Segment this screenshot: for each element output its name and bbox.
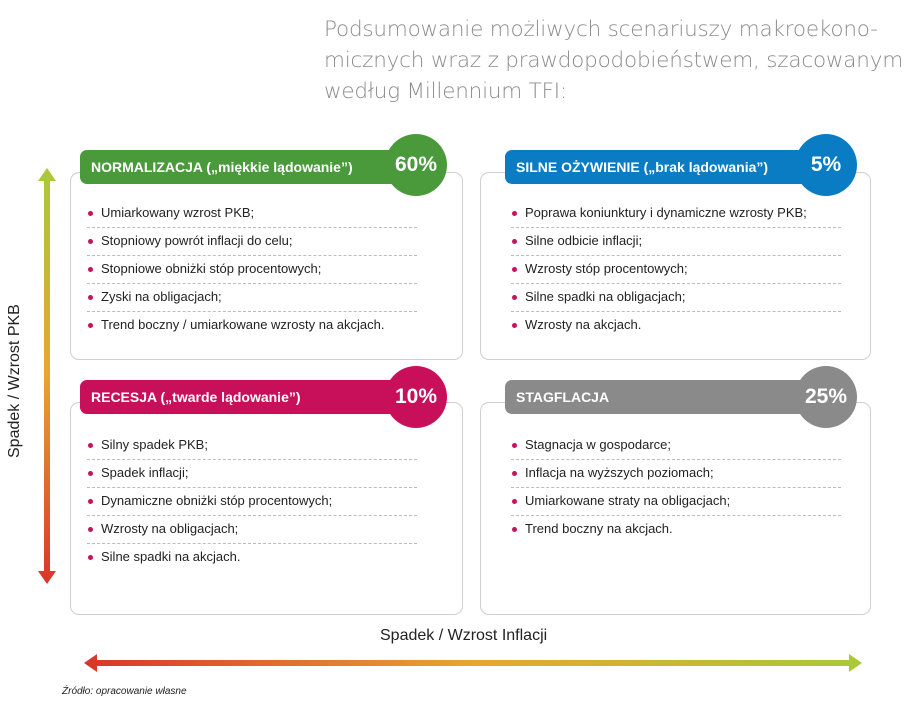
list-item [87, 200, 417, 228]
list-item [87, 284, 417, 312]
bullet-dot [512, 267, 517, 272]
bullet-dot [88, 323, 93, 328]
list-item [511, 200, 841, 228]
bullet-dot [512, 323, 517, 328]
bullet-dot [512, 527, 517, 532]
list-item-text: Silny spadek PKB; [101, 437, 208, 452]
quadrant-stagflacja-title: STAGFLACJA [516, 389, 610, 405]
bullet-dot [88, 499, 93, 504]
quadrant-stagflacja-header [505, 380, 825, 414]
bullet-dot [512, 211, 517, 216]
list-item [511, 488, 841, 516]
bullet-dot [88, 211, 93, 216]
quadrant-normalizacja-probability-value: 60% [394, 153, 438, 176]
quadrant-normalizacja-list [87, 200, 417, 340]
quadrant-silne-ozywienie-probability [795, 134, 857, 196]
quadrant-silne-ozywienie-list [511, 200, 841, 340]
list-item [87, 516, 417, 544]
list-item-text: Silne odbicie inflacji; [525, 233, 643, 248]
x-axis-arrow [84, 654, 862, 672]
list-item-text: Wzrosty na akcjach. [525, 317, 642, 332]
quadrant-silne-ozywienie-title: SILNE OŻYWIENIE („brak lądowania”) [516, 159, 769, 175]
bullet-dot [512, 499, 517, 504]
title-line-2: micznych wraz z prawdopodobieństwem, szacowanym [324, 48, 903, 73]
quadrant-recesja-probability [385, 366, 447, 428]
list-item [511, 284, 841, 312]
list-item-text: Dynamiczne obniżki stóp procentowych; [101, 493, 333, 508]
quadrant-normalizacja-header [80, 150, 420, 184]
list-item-text: Stagnacja w gospodarce; [525, 437, 671, 452]
quadrant-stagflacja-probability-value: 25% [804, 385, 848, 408]
y-axis-arrow [37, 168, 57, 584]
quadrant-recesja-title: RECESJA („twarde lądowanie”) [91, 389, 301, 405]
bullet-dot [88, 555, 93, 560]
list-item-text: Wzrosty stóp procentowych; [525, 261, 688, 276]
list-item [511, 460, 841, 488]
bullet-dot [512, 443, 517, 448]
bullet-dot [88, 239, 93, 244]
list-item-text: Poprawa koniunktury i dynamiczne wzrosty PKB; [525, 205, 807, 220]
quadrant-silne-ozywienie-probability-value: 5% [810, 153, 842, 176]
title-line-1: Podsumowanie możliwych scenariuszy makroekono- [324, 17, 878, 42]
list-item-text: Silne spadki na obligacjach; [525, 289, 686, 304]
list-item-text: Stopniowe obniżki stóp procentowych; [101, 261, 322, 276]
list-item-text: Stopniowy powrót inflacji do celu; [101, 233, 293, 248]
bullet-dot [512, 471, 517, 476]
list-item-text: Umiarkowany wzrost PKB; [101, 205, 255, 220]
list-item [87, 256, 417, 284]
list-item-text: Trend boczny / umiarkowane wzrosty na akcjach. [101, 317, 385, 332]
quadrant-recesja-list [87, 432, 417, 572]
list-item [511, 312, 841, 340]
bullet-dot [88, 295, 93, 300]
quadrant-normalizacja-probability [385, 134, 447, 196]
list-item-text: Spadek inflacji; [101, 465, 189, 480]
list-item-text: Inflacja na wyższych poziomach; [525, 465, 714, 480]
quadrant-stagflacja-list [511, 432, 841, 544]
list-item [511, 256, 841, 284]
quadrant-normalizacja-title: NORMALIZACJA („miękkie lądowanie”) [91, 159, 353, 175]
list-item [87, 432, 417, 460]
list-item [87, 544, 417, 572]
list-item [511, 516, 841, 544]
bullet-dot [88, 527, 93, 532]
list-item [511, 432, 841, 460]
bullet-dot [88, 471, 93, 476]
list-item [87, 488, 417, 516]
title-line-3: według Millennium TFI: [324, 79, 567, 104]
list-item [87, 312, 417, 340]
page-title [324, 14, 903, 107]
list-item [87, 460, 417, 488]
list-item-text: Umiarkowane straty na obligacjach; [525, 493, 731, 508]
bullet-dot [88, 443, 93, 448]
bullet-dot [512, 295, 517, 300]
y-axis-label-text: Spadek / Wzrost PKB [6, 304, 23, 458]
list-item [87, 228, 417, 256]
x-axis-label: Spadek / Wzrost Inflacji [380, 627, 548, 644]
list-item-text: Trend boczny na akcjach. [525, 521, 673, 536]
list-item-text: Wzrosty na obligacjach; [101, 521, 239, 536]
bullet-dot [88, 267, 93, 272]
list-item-text: Silne spadki na akcjach. [101, 549, 241, 564]
list-item-text: Zyski na obligacjach; [101, 289, 222, 304]
quadrant-recesja-header [80, 380, 420, 414]
quadrant-recesja-probability-value: 10% [394, 385, 438, 408]
list-item [511, 228, 841, 256]
bullet-dot [512, 239, 517, 244]
source-note: Źródło: opracowanie własne [62, 686, 187, 697]
quadrant-silne-ozywienie-header [505, 150, 825, 184]
quadrant-stagflacja-probability [795, 366, 857, 428]
